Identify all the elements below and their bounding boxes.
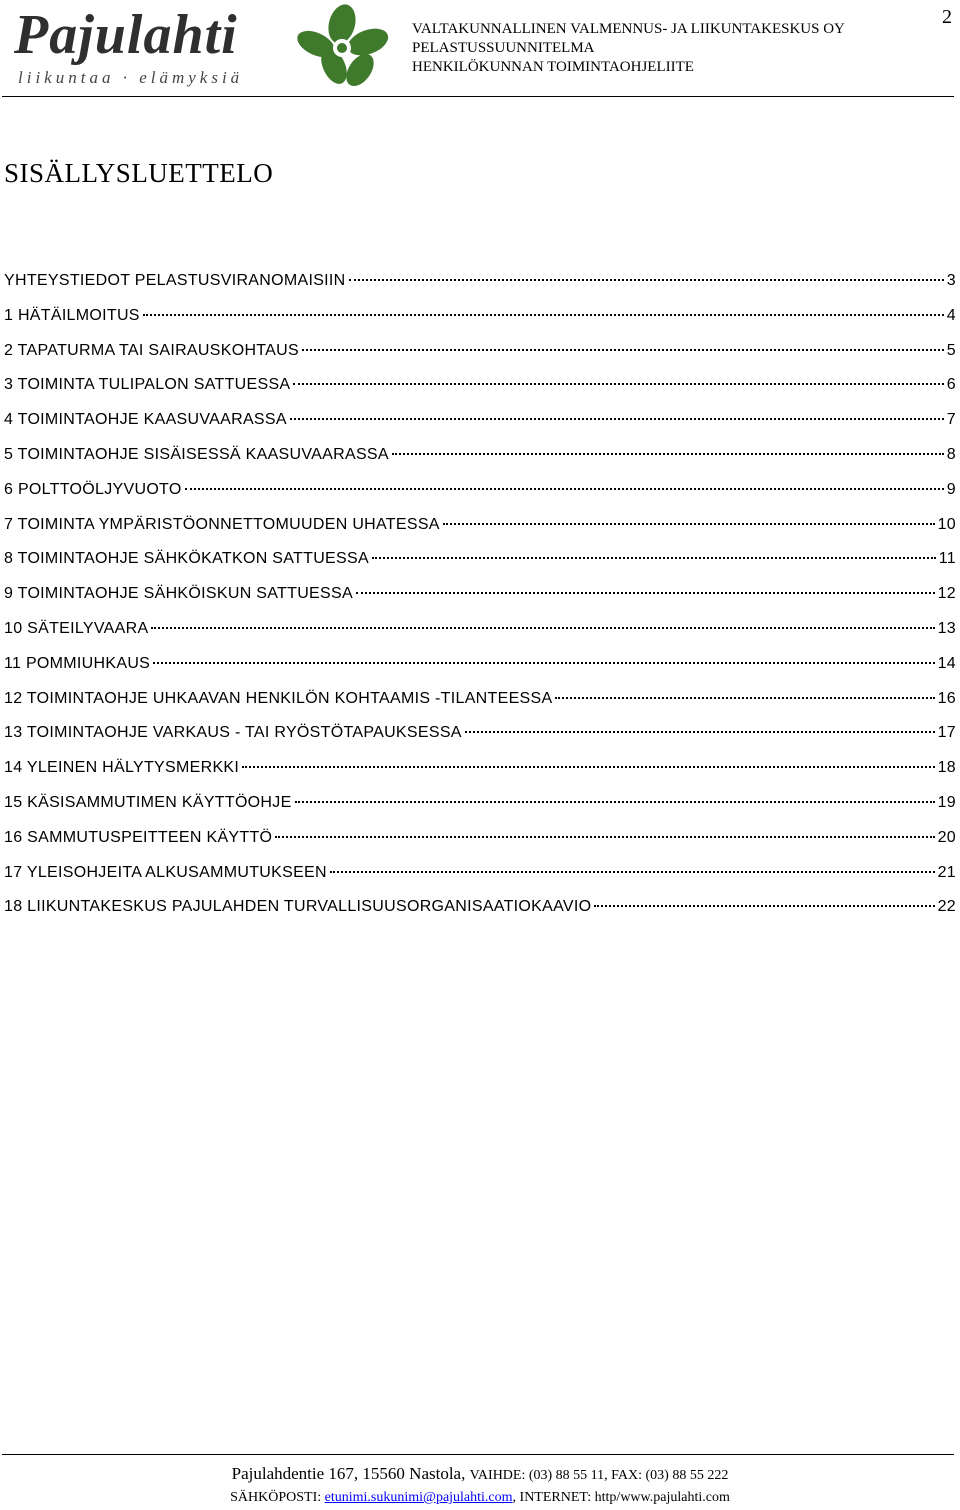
toc-entry-title: 3 TOIMINTA TULIPALON SATTUESSA xyxy=(4,376,291,394)
toc-entry-page: 16 xyxy=(937,689,956,707)
header-organization: VALTAKUNNALLINEN VALMENNUS- JA LIIKUNTAKESKUS OY xyxy=(412,21,845,37)
toc-entry-page: 12 xyxy=(937,585,956,603)
toc-entry-title: 5 TOIMINTAOHJE SISÄISESSÄ KAASUVAARASSA xyxy=(4,445,389,463)
toc-dot-leader xyxy=(185,488,944,490)
toc-dot-leader xyxy=(153,662,934,664)
toc-entry-title: 1 HÄTÄILMOITUS xyxy=(4,306,140,324)
toc-entry[interactable] xyxy=(4,655,956,690)
toc-entry-title: 18 LIIKUNTAKESKUS PAJULAHDEN TURVALLISUUSORGANISAATIOKAAVIO xyxy=(4,898,592,916)
toc-entry-title: 13 TOIMINTAOHJE VARKAUS - TAI RYÖSTÖTAPAUKSESSA xyxy=(4,724,462,742)
toc-entry[interactable] xyxy=(4,342,956,377)
toc-entry[interactable] xyxy=(4,550,956,585)
toc-entry-page: 10 xyxy=(937,515,956,533)
footer-email-label: SÄHKÖPOSTI: xyxy=(230,1490,322,1505)
pajulahti-logo xyxy=(8,2,408,94)
toc-entry[interactable] xyxy=(4,376,956,411)
logo-wordmark: Pajulahti xyxy=(14,4,238,66)
toc-dot-leader xyxy=(151,627,934,629)
page-number: 2 xyxy=(942,6,952,28)
toc-entry-page: 21 xyxy=(937,863,956,881)
header-document-type: PELASTUSSUUNNITELMA xyxy=(412,40,595,56)
toc-entry-title: 6 POLTTOÖLJYVUOTO xyxy=(4,480,182,498)
toc-entry-page: 13 xyxy=(937,619,956,637)
toc-entry-page: 14 xyxy=(937,654,956,672)
toc-entry[interactable] xyxy=(4,272,956,307)
toc-entry-page: 5 xyxy=(946,341,956,359)
toc-dot-leader xyxy=(443,523,935,525)
toc-entry[interactable] xyxy=(4,585,956,620)
toc-entry[interactable] xyxy=(4,481,956,516)
toc-dot-leader xyxy=(465,731,935,733)
toc-entry[interactable] xyxy=(4,794,956,829)
page-title: SISÄLLYSLUETTELO xyxy=(4,158,274,188)
toc-entry[interactable] xyxy=(4,759,956,794)
toc-dot-leader xyxy=(330,871,935,873)
toc-dot-leader xyxy=(594,905,934,907)
toc-entry-page: 9 xyxy=(946,480,956,498)
toc-dot-leader xyxy=(143,314,944,316)
toc-dot-leader xyxy=(392,453,944,455)
footer-divider xyxy=(2,1454,954,1455)
footer-online-line xyxy=(0,1487,960,1509)
toc-dot-leader xyxy=(275,836,934,838)
toc-entry-page: 11 xyxy=(938,550,956,568)
footer-internet: , INTERNET: http/www.pajulahti.com xyxy=(512,1490,730,1505)
toc-entry[interactable] xyxy=(4,516,956,551)
toc-entry[interactable] xyxy=(4,690,956,725)
toc-entry-title: 15 KÄSISAMMUTIMEN KÄYTTÖOHJE xyxy=(4,793,292,811)
header-document-subtitle: HENKILÖKUNNAN TOIMINTAOHJELIITE xyxy=(412,59,694,75)
toc-entry-title: 9 TOIMINTAOHJE SÄHKÖISKUN SATTUESSA xyxy=(4,585,353,603)
toc-entry-title: 17 YLEISOHJEITA ALKUSAMMUTUKSEEN xyxy=(4,863,327,881)
toc-entry[interactable] xyxy=(4,724,956,759)
toc-dot-leader xyxy=(356,592,935,594)
toc-entry[interactable] xyxy=(4,307,956,342)
toc-entry-title: 11 POMMIUHKAUS xyxy=(4,654,151,672)
toc-entry[interactable] xyxy=(4,898,956,933)
toc-dot-leader xyxy=(555,697,934,699)
toc-entry-title: 7 TOIMINTA YMPÄRISTÖONNETTOMUUDEN UHATESSA xyxy=(4,515,440,533)
toc-entry[interactable] xyxy=(4,446,956,481)
toc-dot-leader xyxy=(295,801,935,803)
toc-entry-page: 8 xyxy=(946,445,956,463)
footer-address: Pajulahdentie 167, 15560 Nastola, xyxy=(231,1464,466,1483)
toc-entry-title: 4 TOIMINTAOHJE KAASUVAARASSA xyxy=(4,411,287,429)
toc-dot-leader xyxy=(372,557,936,559)
toc-entry-title: 14 YLEINEN HÄLYTYSMERKKI xyxy=(4,759,240,777)
header-divider xyxy=(2,96,954,97)
table-of-contents xyxy=(4,272,956,933)
toc-entry-title: 2 TAPATURMA TAI SAIRAUSKOHTAUS xyxy=(4,341,299,359)
toc-entry-title: 8 TOIMINTAOHJE SÄHKÖKATKON SATTUESSA xyxy=(4,550,369,568)
toc-dot-leader xyxy=(293,383,943,385)
flower-icon xyxy=(276,2,394,94)
toc-entry-page: 19 xyxy=(937,793,956,811)
toc-entry-page: 6 xyxy=(946,376,956,394)
document-header xyxy=(412,20,845,77)
toc-dot-leader xyxy=(242,766,934,768)
toc-entry[interactable] xyxy=(4,864,956,899)
toc-dot-leader xyxy=(302,349,944,351)
toc-entry-page: 22 xyxy=(937,898,956,916)
toc-entry-page: 3 xyxy=(946,272,956,289)
toc-entry-page: 7 xyxy=(946,411,956,429)
footer-email-link[interactable]: etunimi.sukunimi@pajulahti.com xyxy=(324,1490,513,1505)
toc-entry-page: 17 xyxy=(937,724,956,742)
footer-phone: VAIHDE: (03) 88 55 11, FAX: (03) 88 55 222 xyxy=(469,1468,729,1483)
page-footer xyxy=(0,1463,960,1509)
logo-tagline: liikuntaa · elämyksiä xyxy=(18,68,244,87)
toc-entry-title: 10 SÄTEILYVAARA xyxy=(4,619,149,637)
toc-entry-page: 4 xyxy=(946,306,956,324)
toc-entry[interactable] xyxy=(4,620,956,655)
toc-dot-leader xyxy=(290,418,944,420)
toc-entry[interactable] xyxy=(4,829,956,864)
toc-entry[interactable] xyxy=(4,411,956,446)
toc-entry-title: 12 TOIMINTAOHJE UHKAAVAN HENKILÖN KOHTAAMIS -TILANTEESSA xyxy=(4,689,553,707)
toc-entry-title: YHTEYSTIEDOT PELASTUSVIRANOMAISIIN xyxy=(4,272,346,289)
toc-entry-page: 18 xyxy=(937,759,956,777)
toc-entry-page: 20 xyxy=(937,828,956,846)
footer-contact-line xyxy=(0,1463,960,1487)
toc-dot-leader xyxy=(349,279,944,281)
toc-entry-title: 16 SAMMUTUSPEITTEEN KÄYTTÖ xyxy=(4,828,273,846)
